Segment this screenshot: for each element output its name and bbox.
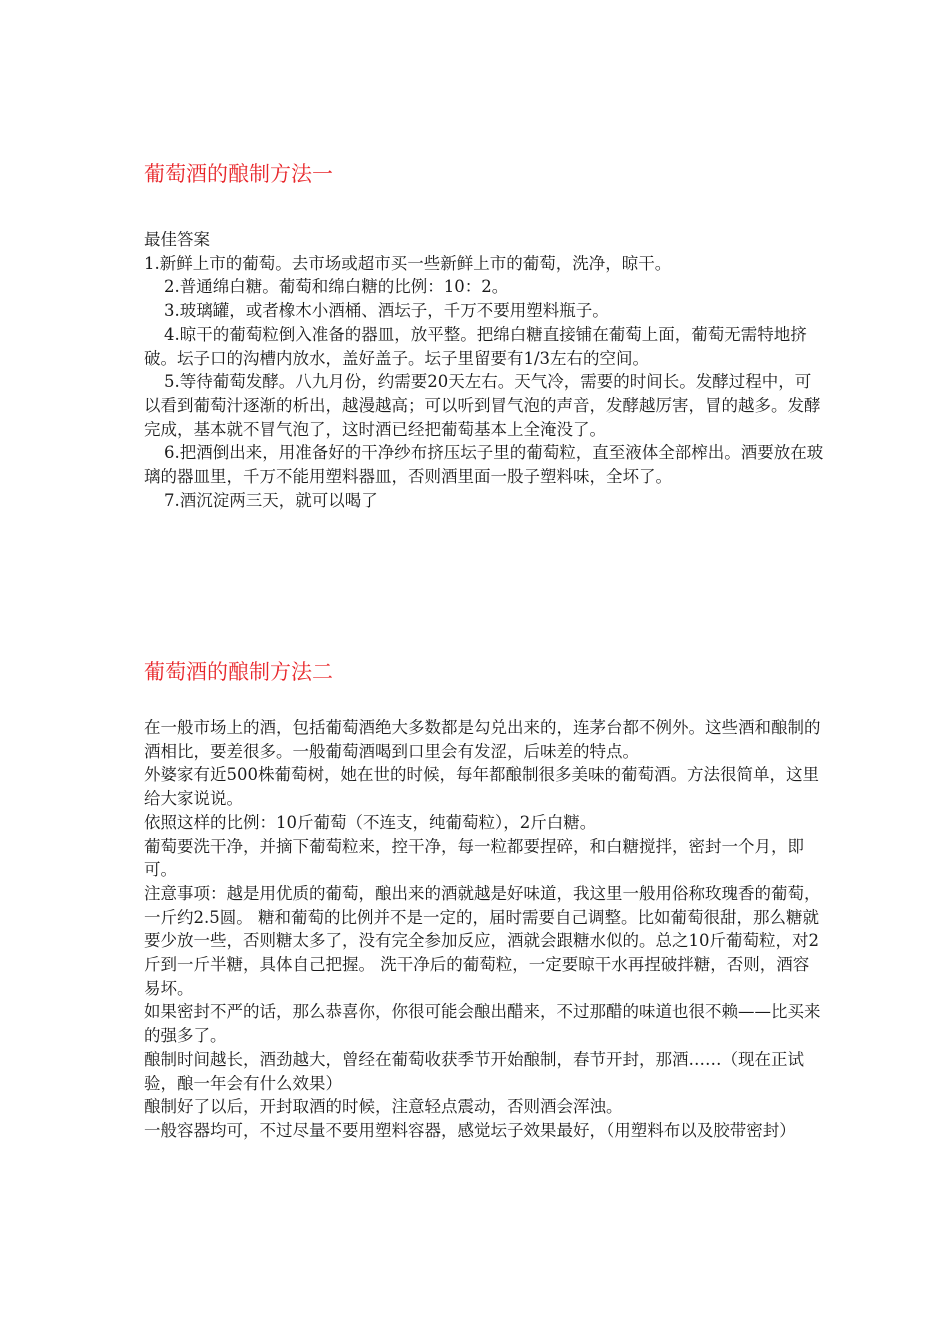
section-1-body (144, 228, 824, 512)
paragraph-notes: 注意事项：越是用优质的葡萄，酿出来的酒就越是好味道，我这里一般用俗称玫瑰香的葡萄，一斤约2.5圆。 糖和葡萄的比例并不是一定的，届时需要自己调整。比如葡萄很甜，那么糖就要少放一些，否则糖太多了，没有完全参加反应，酒就会跟糖水似的。总之10斤葡萄粒，对2斤到一斤半糖，具体自己把握。 洗干净后的葡萄粒，一定要晾干水再捏破拌糖，否则，酒容易坏。 (144, 883, 821, 998)
step-5: 5.等待葡萄发酵。八九月份，约需要20天左右。天气冷，需要的时间长。发酵过程中，可以看到葡萄汁逐渐的析出，越漫越高；可以听到冒气泡的声音，发酵越厉害，冒的越多。发酵完成，基本就不冒气泡了，这时酒已经把葡萄基本上全淹没了。 (144, 372, 821, 439)
best-answer-label: 最佳答案 (144, 230, 210, 249)
step-6: 6.把酒倒出来，用准备好的干净纱布挤压坛子里的葡萄粒，直至液体全部榨出。酒要放在玻璃的器皿里，千万不能用塑料器皿，否则酒里面一股子塑料味，全坏了。 (144, 443, 824, 487)
step-2: 2.普通绵白糖。葡萄和绵白糖的比例：10：2。 (164, 277, 509, 297)
step-1: 1.新鲜上市的葡萄。去市场或超市买一些新鲜上市的葡萄，洗净，晾干。 (144, 253, 672, 273)
paragraph-ratio: 依照这样的比例：10斤葡萄（不连支，纯葡萄粒），2斤白糖。 (144, 812, 597, 832)
step-4: 4.晾干的葡萄粒倒入准备的器皿，放平整。把绵白糖直接铺在葡萄上面，葡萄无需特地挤破。坛子口的沟槽内放水，盖好盖子。坛子里留要有1/3左右的空间。 (144, 324, 807, 368)
section-1-title: 葡萄酒的酿制方法一 (144, 162, 333, 186)
section-2-body (144, 716, 824, 1143)
paragraph-intro: 在一般市场上的酒，包括葡萄酒绝大多数都是勾兑出来的，连茅台都不例外。这些酒和酿制的酒相比，要差很多。一般葡萄酒喝到口里会有发涩，后味差的特点。 (144, 718, 821, 761)
paragraph-time: 酿制时间越长，酒劲越大，曾经在葡萄收获季节开始酿制，春节开封，那酒……（现在正试验，酿一年会有什么效果） (144, 1049, 804, 1093)
paragraph-seal: 如果密封不严的话，那么恭喜你，你很可能会酿出醋来，不过那醋的味道也很不赖——比买来的强多了。 (144, 1002, 821, 1046)
step-3: 3.玻璃罐，或者橡木小酒桶、酒坛子，千万不要用塑料瓶子。 (164, 301, 609, 321)
paragraph-wash: 葡萄要洗干净，并摘下葡萄粒来，控干净，每一粒都要捏碎，和白糖搅拌，密封一个月，即可。 (144, 836, 804, 880)
paragraph-open: 酿制好了以后，开封取酒的时候，注意轻点震动，否则酒会浑浊。 (144, 1097, 623, 1117)
section-2-title: 葡萄酒的酿制方法二 (144, 660, 333, 684)
paragraph-grandma: 外婆家有近500株葡萄树，她在世的时候，每年都酿制很多美味的葡萄酒。方法很简单，这里给大家说说。 (144, 765, 819, 809)
paragraph-container: 一般容器均可，不过尽量不要用塑料容器，感觉坛子效果最好，（用塑料布以及胶带密封） (144, 1120, 796, 1140)
step-7: 7.酒沉淀两三天，就可以喝了 (164, 490, 378, 510)
